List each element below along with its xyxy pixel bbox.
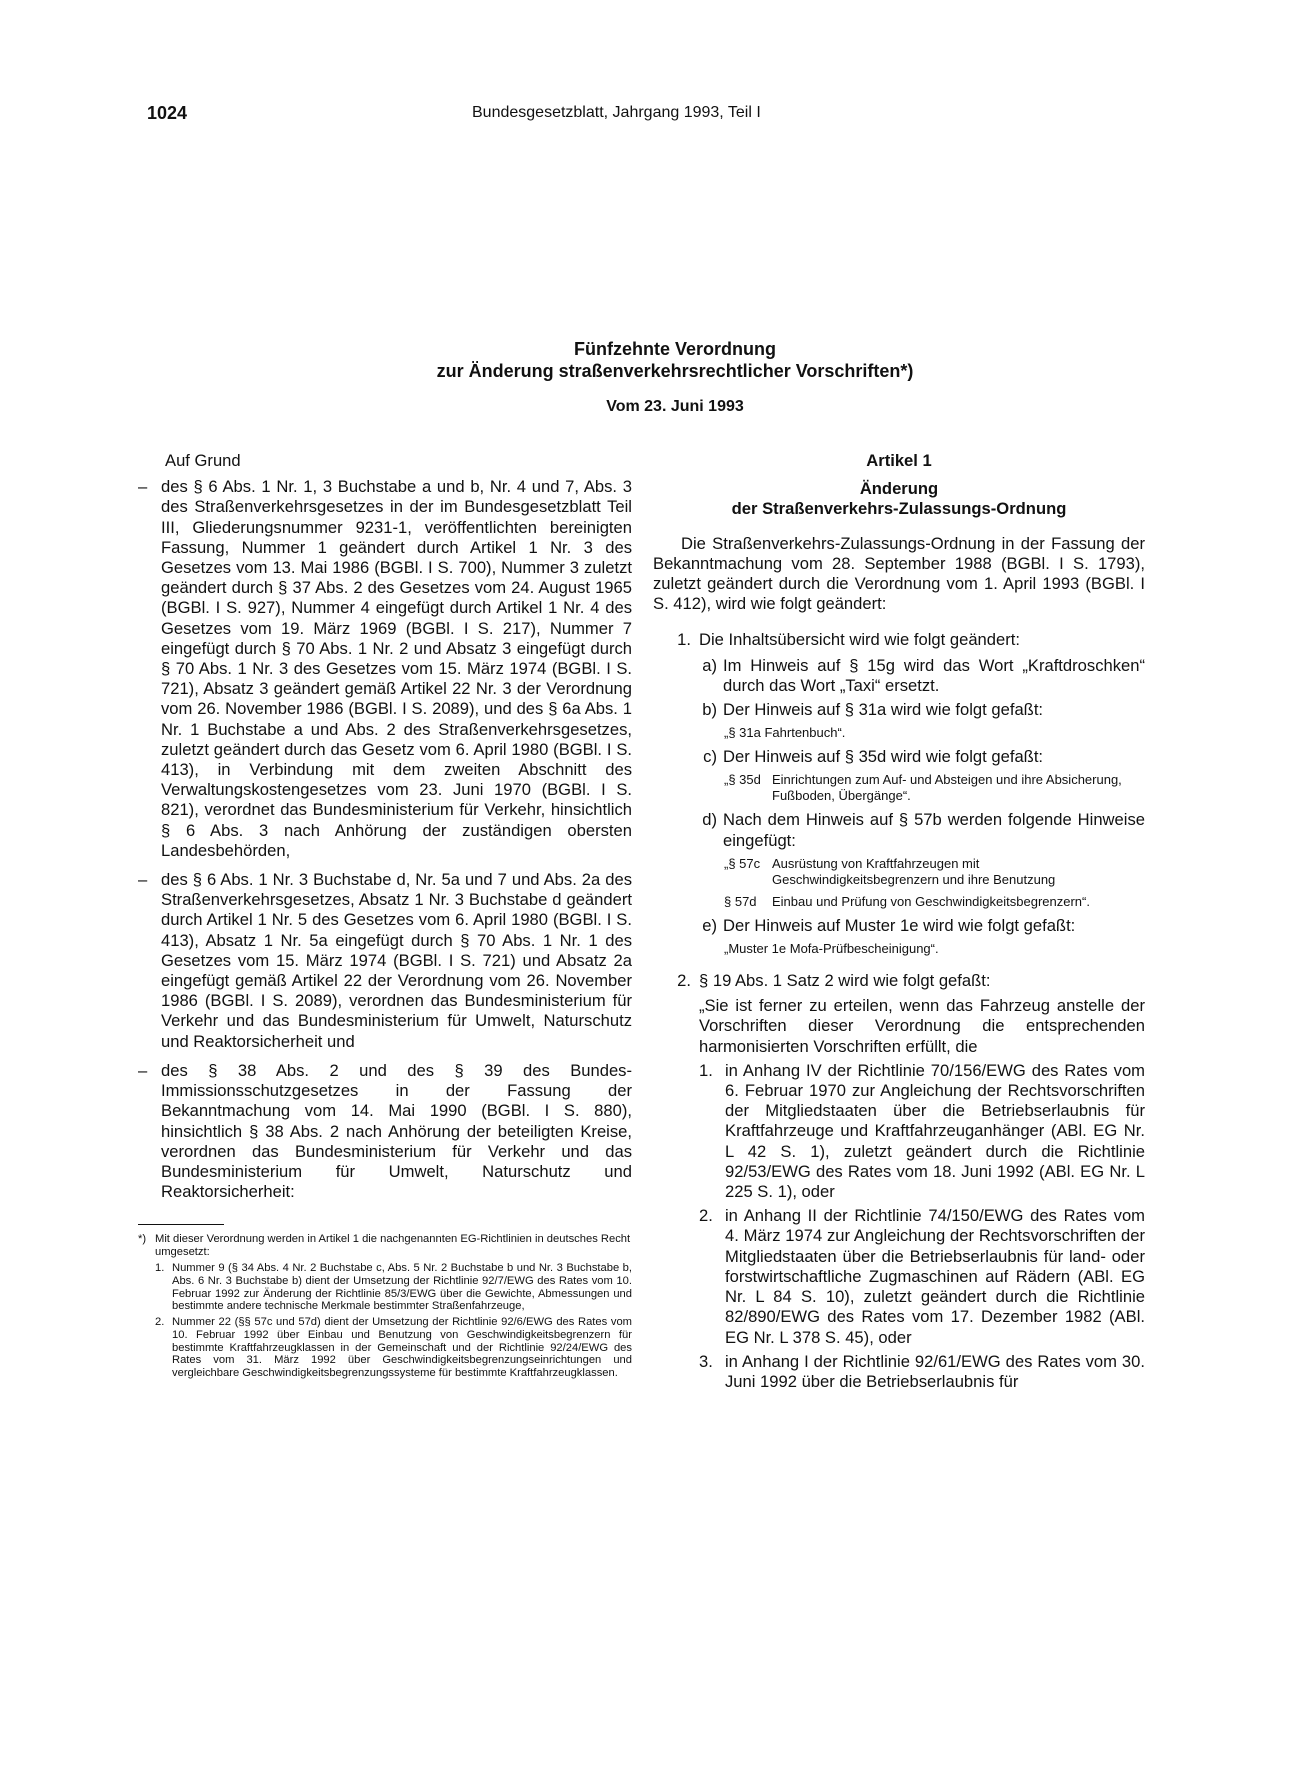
article-title: Artikel 1 — [866, 451, 932, 470]
quoted-text: Ausrüstung von Kraftfahrzeugen mit Geschwindigkeitsbegrenzern und ihre Benutzung — [772, 855, 1056, 887]
dash-marker: – — [138, 1060, 148, 1080]
enumerated-item — [699, 1206, 1145, 1347]
legal-basis-text: des § 38 Abs. 2 und des § 39 des Bundes-Immissionsschutzgesetzes in der Fassung der Bekanntmachung vom 14. Mai 1990 (BGBl. I S. 880), hinsichtlich § 38 Abs. 2 nach Anhörung der beteiligten Kreise, verordnen das Bundesministerium für Verkehr und das Bundesministerium für Umwelt, Naturschutz und Reaktorsicherheit: — [161, 1060, 632, 1202]
quoted-text: Einbau und Prüfung von Geschwindigkeitsbegrenzern“. — [772, 893, 1090, 909]
legal-basis-item — [138, 870, 632, 1052]
footnote-item-text: Nummer 22 (§§ 57c und 57d) dient der Umsetzung der Richtlinie 92/6/EWG des Rates vom 10. Februar 1992 über Einbau und Benutzung von Geschwindigkeitsbegrenzern für bestimmte Kraftfahrzeugklassen in der Gemeinschaft und der Richtlinie 92/24/EWG des Rates vom 31. März 1992 über Geschwindigkeitsbegrenzungseinrichtungen und vergleichbare Geschwindigkeitsbegrenzungssysteme für bestimmte Kraftfahrzeugklassen. — [172, 1316, 632, 1380]
quoted-section: „§ 57c — [724, 855, 761, 871]
ordinance-subtitle: zur Änderung straßenverkehrsrechtlicher Vorschriften*) — [436, 361, 914, 381]
left-column — [138, 451, 632, 1383]
right-column — [653, 451, 1145, 1392]
item-marker: 1. — [677, 630, 691, 650]
sub-text: Nach dem Hinweis auf § 57b werden folgende Hinweise eingefügt: — [723, 810, 1145, 850]
article-intro: Die Straßenverkehrs-Zulassungs-Ordnung in der Fassung der Bekanntmachung vom 28. September 1988 (BGBl. I S. 1793), zuletzt geändert durch die Verordnung vom 1. April 1993 (BGBl. I S. 412), wird wie folgt geändert: — [653, 533, 1145, 614]
footnote-item — [155, 1316, 632, 1380]
footnote-item — [155, 1262, 632, 1313]
sub-item — [689, 747, 1145, 767]
sub-marker: b) — [702, 700, 717, 720]
sub-text: Der Hinweis auf § 35d wird wie folgt gefaßt: — [723, 747, 1044, 767]
article-heading: Änderung — [859, 479, 939, 499]
running-head: Bundesgesetzblatt, Jahrgang 1993, Teil I — [472, 104, 761, 121]
footnote-item-marker: 1. — [155, 1261, 165, 1274]
amendment-item — [653, 630, 1145, 650]
footnote-marker: *) — [138, 1233, 147, 1246]
legal-basis-text: des § 6 Abs. 1 Nr. 1, 3 Buchstabe a und b, Nr. 4 und 7, Abs. 3 des Straßenverkehrsgesetzes in der im Bundesgesetzblatt Teil III, Gliederungsnummer 9231-1, veröffentlichten bereinigten Fassung, Nummer 1 geändert durch Artikel 1 Nr. 3 des Gesetzes vom 13. Mai 1986 (BGBl. I S. 700), Nummer 3 zuletzt geändert durch § 37 Abs. 2 des Gesetzes vom 24. August 1965 (BGBl. I S. 927), Nummer 4 eingefügt durch Artikel 1 Nr. 4 des Gesetzes vom 19. März 1969 (BGBl. I S. 217), Nummer 7 eingefügt durch § 70 Abs. 1 Nr. 2 und Absatz 3 eingefügt durch § 70 Abs. 1 Nr. 3 des Gesetzes vom 15. März 1974 (BGBl. I S. 721), Absatz 3 geändert gemäß Artikel 22 Nr. 3 der Verordnung vom 26. November 1986 (BGBl. I S. 2089), und des § 6a Abs. 1 Nr. 1 Buchstabe a und Abs. 2 des Straßenverkehrsgesetzes, zuletzt geändert durch das Gesetz vom 6. April 1980 (BGBl. I S. 413), in Verbindung mit dem zweiten Abschnitt des Verwaltungskostengesetzes vom 23. Juni 1970 (BGBl. I S. 821), verordnet das Bundesministerium für Verkehr, hinsichtlich § 6 Abs. 3 nach Anhörung der zuständigen obersten Landesbehörden, — [161, 477, 632, 860]
sub-text: Der Hinweis auf Muster 1e wird wie folgt gefaßt: — [723, 915, 1076, 935]
footnote — [138, 1233, 632, 1380]
enum-text: in Anhang I der Richtlinie 92/61/EWG des Rates vom 30. Juni 1992 über die Betriebserlaubnis für — [725, 1351, 1145, 1391]
footnote-item-marker: 2. — [155, 1316, 165, 1329]
sub-text: Im Hinweis auf § 15g wird das Wort „Kraftdroschken“ durch das Wort „Taxi“ ersetzt. — [723, 655, 1145, 695]
footnote-text: Mit dieser Verordnung werden in Artikel 1 die nachgenannten EG-Richtlinien in deutsches Recht umgesetzt: — [155, 1233, 631, 1259]
enum-marker: 3. — [699, 1351, 713, 1371]
dash-marker: – — [138, 870, 148, 890]
enumerated-item — [699, 1352, 1145, 1392]
sub-item — [689, 656, 1145, 696]
legal-basis-item — [138, 1061, 632, 1202]
quoted-paragraph: „Sie ist ferner zu erteilen, wenn das Fahrzeug anstelle der Vorschriften dieser Verordnung die entsprechenden harmonisierten Vorschriften erfüllt, die — [699, 996, 1145, 1056]
enum-marker: 2. — [699, 1206, 713, 1226]
item-marker: 2. — [677, 971, 691, 991]
amendment-item — [653, 971, 1145, 991]
legal-basis-text: des § 6 Abs. 1 Nr. 3 Buchstabe d, Nr. 5a und 7 und Abs. 2a des Straßenverkehrsgesetzes, Absatz 1 Nr. 3 Buchstabe d geändert durch Artikel 1 Nr. 5 des Gesetzes vom 6. April 1980 (BGBl. I S. 413), Absatz 1 Nr. 5a eingefügt durch § 70 Abs. 1 Nr. 1 des Gesetzes vom 15. März 1974 (BGBl. I S. 721) und Absatz 2a eingefügt gemäß Artikel 22 der Verordnung vom 26. November 1986 (BGBl. I S. 2089), verordnen das Bundesministerium für Verkehr und das Bundesministerium für Umwelt, Naturschutz und Reaktorsicherheit und — [161, 870, 632, 1051]
quoted-entry — [724, 772, 1145, 804]
ordinance-date: Vom 23. Juni 1993 — [606, 398, 744, 415]
preamble-intro: Auf Grund — [165, 451, 241, 470]
page-number: 1024 — [147, 103, 188, 123]
legal-basis-item — [138, 477, 632, 861]
footnote-divider — [138, 1224, 224, 1225]
sub-item — [689, 810, 1145, 850]
article-subheading: der Straßenverkehrs-Zulassungs-Ordnung — [731, 499, 1067, 519]
sub-marker: d) — [702, 810, 717, 830]
sub-item — [689, 700, 1145, 720]
enum-marker: 1. — [699, 1060, 713, 1080]
enum-text: in Anhang IV der Richtlinie 70/156/EWG des Rates vom 6. Februar 1970 zur Angleichung der Rechtsvorschriften der Mitgliedstaaten über die Betriebserlaubnis für Kraftfahrzeuge und Kraftfahrzeuganhänger (ABl. EG Nr. L 42 S. 1), zuletzt geändert durch die Richtlinie 92/53/EWG des Rates vom 18. Juni 1992 (ABl. EG Nr. L 225 S. 1), oder — [725, 1060, 1145, 1202]
title-block — [300, 338, 1050, 416]
ordinance-title: Fünfzehnte Verordnung — [574, 339, 776, 359]
sub-marker: c) — [703, 747, 717, 767]
quoted-entry: „§ 31a Fahrtenbuch“. — [724, 725, 846, 741]
sub-text: Der Hinweis auf § 31a wird wie folgt gefaßt: — [723, 700, 1044, 720]
enum-text: in Anhang II der Richtlinie 74/150/EWG des Rates vom 4. März 1974 zur Angleichung der Rechtsvorschriften der Mitgliedstaaten über die Betriebserlaubnis für land- oder forstwirtschaftliche Zugmaschinen auf Rädern (ABl. EG Nr. L 84 S. 10), zuletzt geändert durch die Richtlinie 82/890/EWG des Rates vom 17. Dezember 1982 (ABl. EG Nr. L 378 S. 45), oder — [725, 1206, 1145, 1347]
sub-marker: e) — [702, 915, 717, 935]
quoted-section: „§ 35d — [724, 772, 761, 788]
quoted-entry: „Muster 1e Mofa-Prüfbescheinigung“. — [724, 941, 939, 957]
item-text: Die Inhaltsübersicht wird wie folgt geändert: — [699, 630, 1020, 650]
item-text: § 19 Abs. 1 Satz 2 wird wie folgt gefaßt: — [699, 971, 991, 991]
quoted-text: Einrichtungen zum Auf- und Absteigen und ihre Absicherung, Fußboden, Übergänge“. — [772, 772, 1122, 804]
quoted-section: § 57d — [724, 893, 757, 909]
sub-item — [689, 916, 1145, 936]
sub-marker: a) — [702, 655, 717, 675]
dash-marker: – — [138, 477, 148, 497]
quoted-entry — [724, 856, 1145, 910]
footnote-item-text: Nummer 9 (§ 34 Abs. 4 Nr. 2 Buchstabe c, Abs. 5 Nr. 2 Buchstabe b und Nr. 3 Buchstabe b, Abs. 6 Nr. 3 Buchstabe b) dient der Umsetzung der Richtlinie 92/7/EWG des Rates vom 10. Februar 1992 zur Änderung der Richtlinie 85/3/EWG über die Gewichte, Abmessungen und bestimmte andere technische Merkmale bestimmter Straßenfahrzeuge, — [172, 1261, 632, 1313]
enumerated-item — [699, 1061, 1145, 1202]
